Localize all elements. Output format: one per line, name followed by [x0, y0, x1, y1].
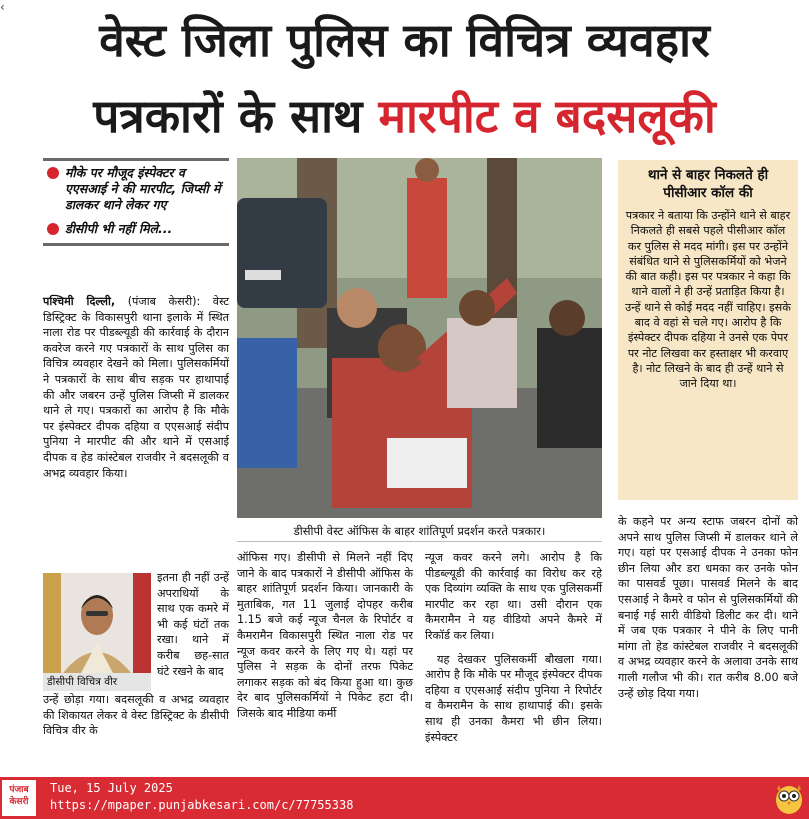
tail-text: उन्हें छोड़ा गया। बदसलूकी व अभद्र व्यवहार की शिकायत लेकर वे वेस्ट डिस्ट्रिक्ट के डीसीपी विचित्र वीर के — [43, 693, 229, 738]
article-column-3 — [425, 550, 602, 745]
dcp-portrait — [43, 573, 151, 673]
sidebar-title: थाने से बाहर निकलते ही पीसीआर कॉल की — [647, 167, 769, 201]
headline-black-part: पत्रकारों के साथ — [93, 89, 363, 143]
bullet-icon — [47, 223, 59, 235]
sidebar-body: पत्रकार ने बताया कि उन्होंने थाने से बाहर निकलते ही सबसे पहले पीसीआर कॉल कर पुलिस से मदद मांगी। इस पर उन्होंने संबंधित थाने से पुलिसकर्मियों को भेजने की बात कही। इस पर पत्रकार ने कहा कि थाने वालों ने ही उन्हें प्रताड़ित किया है। उन्हें थाने से कोई मदद नहीं चाहिए। इसके बाद वे वहां से चले गए। आरोप है कि इंस्पेक्टर दीपक दहिया ने उनसे एक पेपर पर नोट लिखवा कर हस्ताक्षर भी करवाए है। नोट लिखने के बाद ही उन्हें थाने से जाने दिया था। — [625, 209, 791, 391]
subhead-item — [43, 221, 229, 237]
body-text: न्यूज कवर करने लगे। आरोप है कि पीडब्ल्यूडी की कार्रवाई का विरोध कर रहे एक दिव्यांग व्यक्ति के साथ एक पुलिसकर्मी मारपीट कर रहा था। उसी दौरान एक कैमरामैन ने यह वीडियो अपने कैमरे में रिकॉर्ड कर लिया। — [425, 551, 602, 642]
body-text: ऑफिस गए। डीसीपी से मिलने नहीं दिए जाने के बाद पत्रकारों ने डीसीपी ऑफिस के बाहर शांतिपूर्ण प्रदर्शन किया। जानकारी के मुताबिक, गत 11 जुलाई दोपहर करीब 1.15 बजे कई न्यूज चैनल के रिपोर्टर व कैमरामैन विकासपुरी स्थित नाला रोड पर न्यूज कवर करने के लिए गए थे। यहां पर पुलिस ने सड़क के दोनों तरफ पिकेट लगाकर सड़क को बंद किया हुआ था। कुछ देर बाद पुलिसकर्मियों ने पिकेट हटा दी। जिसके बाद मीडिया कर्मी — [237, 551, 413, 720]
headline-red-part: मारपीट व बदसलूकी — [378, 89, 716, 143]
protest-photo — [237, 158, 602, 518]
headline-line-2 — [0, 86, 809, 146]
owl-mascot-icon[interactable] — [774, 781, 804, 815]
dateline: पश्चिमी दिल्ली, — [43, 295, 116, 308]
article-column-1-tail — [43, 692, 229, 739]
photo-caption: डीसीपी वेस्ट ऑफिस के बाहर शांतिपूर्ण प्रदर्शन करते पत्रकार। — [237, 520, 602, 542]
article-column-1 — [43, 294, 229, 481]
subhead-item — [43, 165, 229, 213]
article-column-4 — [618, 514, 798, 701]
subhead-text: डीसीपी भी नहीं मिले... — [65, 221, 173, 236]
portrait-caption: डीसीपी विचित्र वीर — [43, 673, 151, 691]
article-column-2 — [237, 550, 413, 722]
bullet-icon — [47, 167, 59, 179]
footer-date: Tue, 15 July 2025 — [50, 781, 173, 795]
body-text: वेस्ट डिस्ट्रिक्ट के विकासपुरी थाना इलाके में स्थित नाला रोड पर पीडब्ल्यूडी की कार्रवाई के दौरान कवरेज करने गए पत्रकारों के साथ पुलिस का विचित्र व्यवहार देखने को मिला। पुलिसकर्मियों ने पत्रकारों के साथ बीच सड़क पर हाथापाई की और जबरन उन्हें पुलिस जिप्सी में डालकर थाने ले गए। पत्रकारों का आरोप है कि मौके पर इंस्पेक्टर दीपक दहिया व एएसआई संदीप पुनिया ने मारपीट की और थाने में एसआई दीपक व हेड कांस्टेबल राजवीर ने बदसलूकी व अभद्र व्यवहार किया। — [43, 295, 229, 480]
wrap-text-column — [157, 570, 229, 679]
source: (पंजाब केसरी): — [127, 295, 201, 308]
portrait-image — [43, 573, 151, 673]
protest-photo-image — [237, 158, 602, 518]
corner-mark: ‹ — [0, 0, 5, 14]
subhead-text: मौके पर मौजूद इंस्पेक्टर व एएसआई ने की मारपीट, जिप्सी में डालकर थाने लेकर गए — [65, 165, 221, 212]
footer-bar — [0, 777, 809, 819]
footer-url[interactable]: https://mpaper.punjabkesari.com/c/77755338 — [50, 798, 354, 812]
body-text: के कहने पर अन्य स्टाफ जबरन दोनों को अपने साथ पुलिस जिप्सी में डालकर थाने ले गए। यहां पर एसआई दीपक ने उनका फोन छीन लिया और डरा धमका कर उनके फोन का पासवर्ड पूछा। पासवर्ड मिलने के बाद एसआई ने कैमरे व फोन से पुलिसकर्मियों की बनाई गई सारी वीडियो डिलीट कर दी। थाने में जब एक पत्रकार ने पीने के लिए पानी मांगा तो हेड कांस्टेबल राजवीर ने बदसलूकी व अभद्र व्यवहार करने के अलावा उनके साथ गाली गलौज भी की। रात करीब 8.00 बजे उन्हें छोड़ दिया गया। — [618, 515, 798, 700]
body-text: यह देखकर पुलिसकर्मी बौखला गया। आरोप है कि मौके पर मौजूद इंस्पेक्टर दीपक दहिया व एएसआई संदीप पुनिया ने रिपोर्टर व कैमरामैन के साथ हाथापाई की। इसके साथ ही उनका कैमरा भी छीन लिया। इंस्पेक्टर — [425, 652, 602, 744]
wrap-text: इतना ही नहीं उन्हें अपराधियों के साथ एक कमरे में भी कई घंटों तक रखा। थाने में करीब छह-सात घंटे रखने के बाद — [157, 571, 229, 678]
headline-line-1: वेस्ट जिला पुलिस का विचित्र व्यवहार — [99, 13, 710, 67]
sidebar-box — [618, 160, 798, 500]
newspaper-logo-icon: पंजाब केसरी — [2, 780, 36, 816]
subheads-box — [43, 158, 229, 246]
